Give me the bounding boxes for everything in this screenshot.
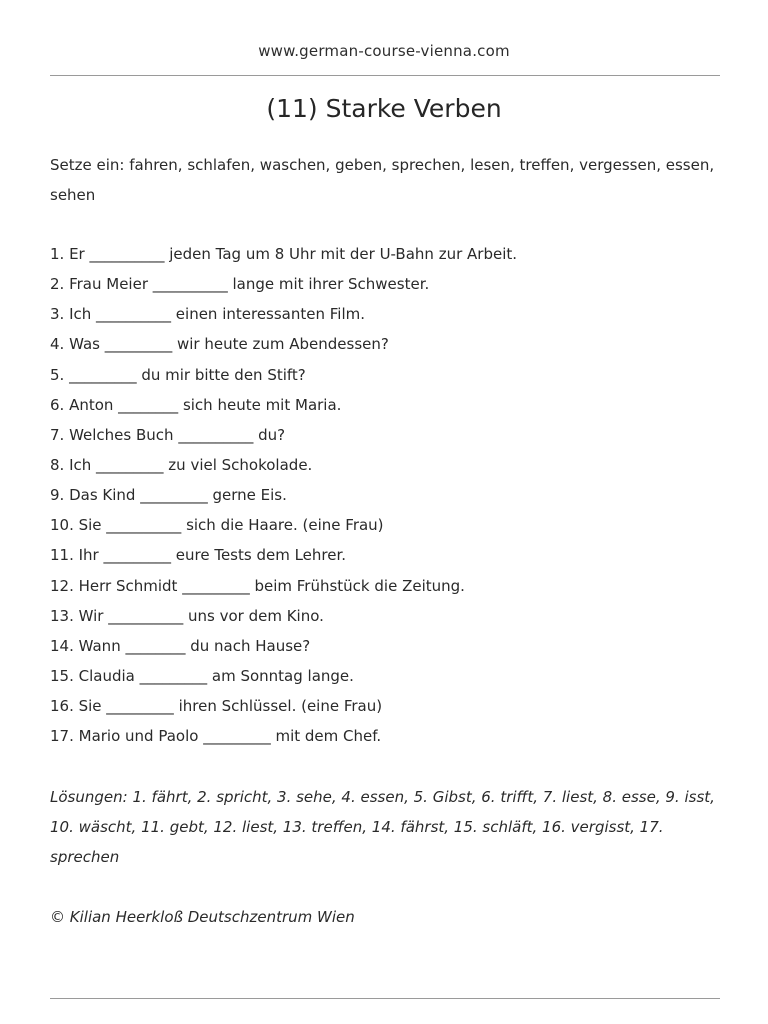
site-url-header: www.german-course-vienna.com — [258, 42, 510, 60]
exercise-item: 7. Welches Buch __________ du? — [50, 425, 286, 444]
instructions: Setze ein: fahren, schlafen, waschen, geben, sprechen, lesen, treffen, vergessen, essen, sehen — [50, 156, 715, 204]
exercise-item: 17. Mario und Paolo _________ mit dem Chef. — [50, 727, 382, 746]
exercise-item: 10. Sie __________ sich die Haare. (eine Frau) — [50, 516, 384, 535]
bottom-divider — [50, 998, 720, 999]
exercise-item: 2. Frau Meier __________ lange mit ihrer Schwester. — [50, 275, 430, 294]
copyright-notice: © Kilian Heerkloß Deutschzentrum Wien — [50, 908, 355, 926]
exercise-list — [50, 239, 730, 751]
exercise-item: 16. Sie _________ ihren Schlüssel. (eine Frau) — [50, 697, 383, 716]
exercise-item: 11. Ihr _________ eure Tests dem Lehrer. — [50, 546, 347, 565]
solutions-label: Lösungen: — [50, 788, 128, 806]
page-title: (11) Starke Verben — [266, 94, 502, 123]
exercise-item: 5. _________ du mir bitte den Stift? — [50, 365, 306, 384]
exercise-item: 15. Claudia _________ am Sonntag lange. — [50, 666, 354, 685]
solutions-block — [50, 782, 722, 872]
exercise-item: 3. Ich __________ einen interessanten Film. — [50, 305, 366, 324]
exercise-item: 9. Das Kind _________ gerne Eis. — [50, 486, 287, 505]
exercise-item: 14. Wann ________ du nach Hause? — [50, 636, 311, 655]
exercise-item: 13. Wir __________ uns vor dem Kino. — [50, 606, 324, 625]
top-divider — [50, 75, 720, 76]
exercise-item: 12. Herr Schmidt _________ beim Frühstück die Zeitung. — [50, 576, 465, 595]
exercise-item: 4. Was _________ wir heute zum Abendessen? — [50, 335, 389, 354]
exercise-item: 1. Er __________ jeden Tag um 8 Uhr mit der U-Bahn zur Arbeit. — [50, 245, 518, 263]
exercise-item: 6. Anton ________ sich heute mit Maria. — [50, 395, 342, 414]
solutions-text: 1. fährt, 2. spricht, 3. sehe, 4. essen, 5. Gibst, 6. trifft, 7. liest, 8. esse, 9. isst, 10. wäscht, 11. gebt, 12. liest, 13. treffen, 14. fährst, 15. schläft, 16. vergisst, 17. sprechen — [50, 788, 715, 866]
exercise-item: 8. Ich _________ zu viel Schokolade. — [50, 455, 313, 474]
